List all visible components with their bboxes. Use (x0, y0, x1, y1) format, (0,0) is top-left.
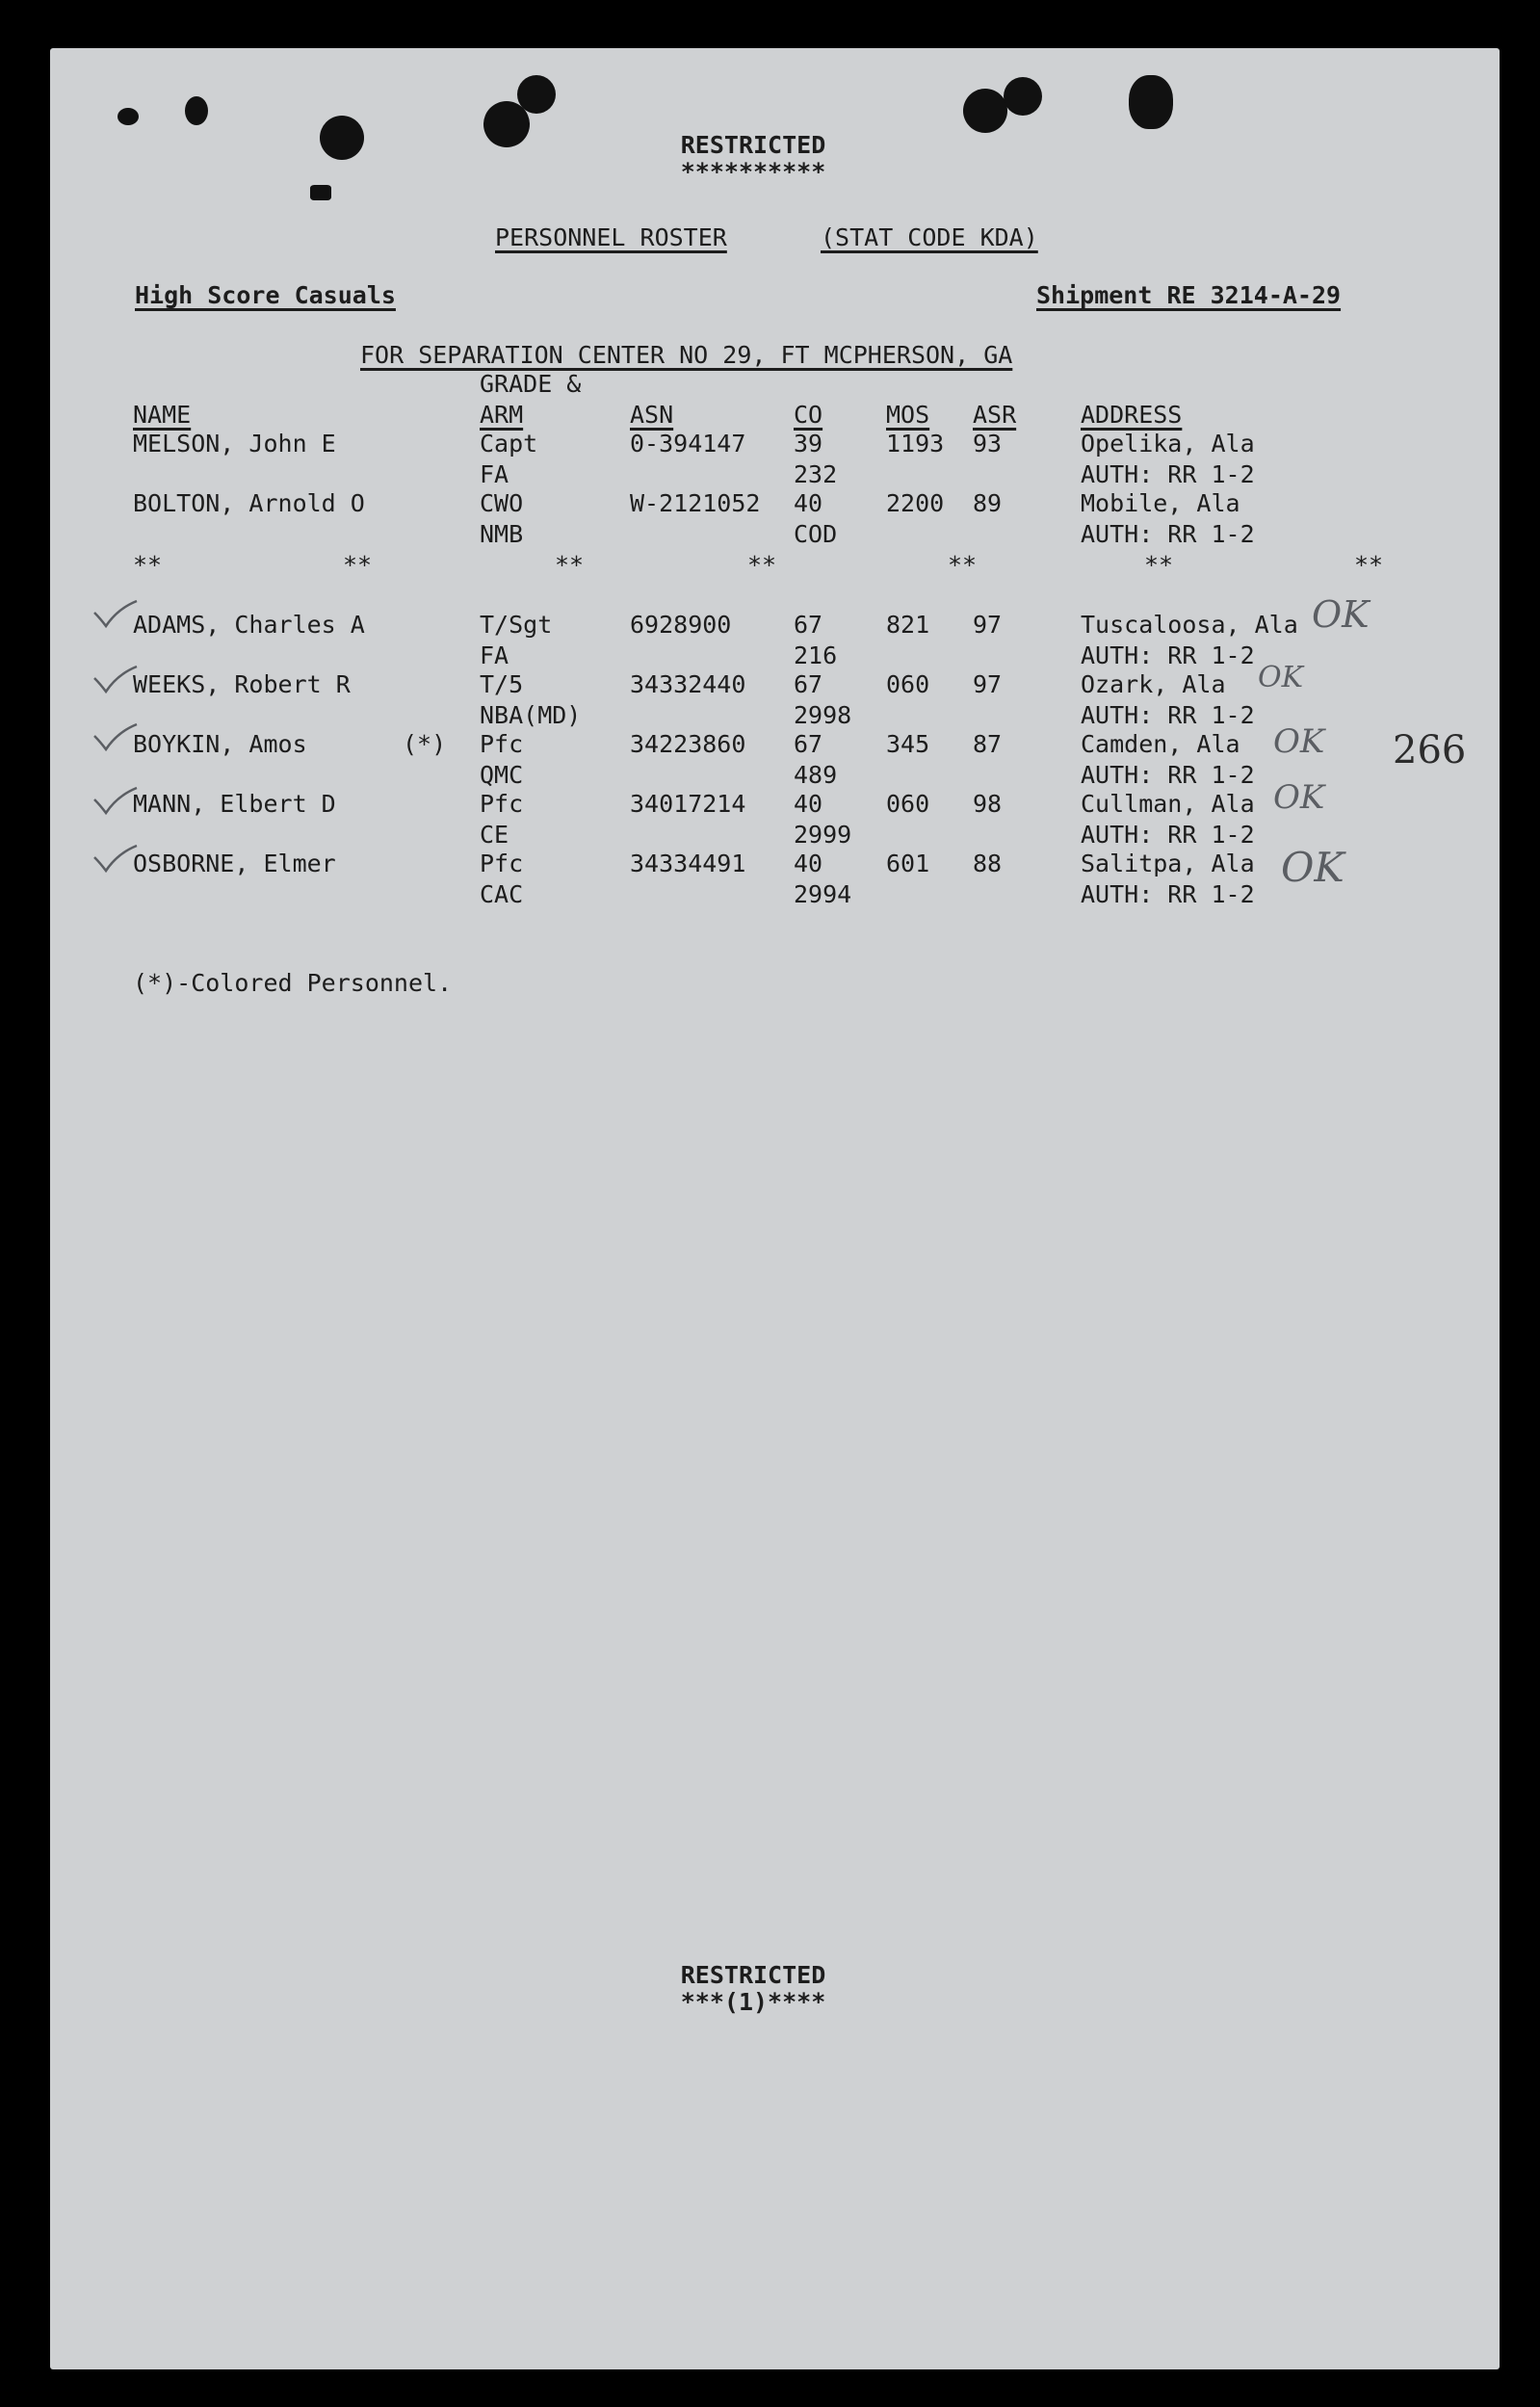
row-grade: CWO (480, 489, 524, 517)
row-arm: QMC (480, 761, 524, 789)
row-grade: Pfc (480, 730, 524, 758)
col-mos: MOS (886, 401, 930, 429)
col-asr: ASR (973, 401, 1017, 429)
handwritten-ok: OK (1312, 593, 1370, 636)
row-auth: AUTH: RR 1-2 (1081, 460, 1255, 488)
check-mark-icon (92, 722, 139, 751)
row-arm: CE (480, 821, 509, 849)
row-grade: T/5 (480, 670, 524, 698)
col-grade-line1: GRADE & (480, 370, 582, 398)
separator-mark: ** (133, 551, 163, 579)
row-co: 39 (794, 430, 823, 458)
row-grade: Pfc (480, 850, 524, 877)
row-co-sub: 232 (794, 460, 838, 488)
group-label: High Score Casuals (135, 281, 396, 309)
row-asr: 87 (973, 730, 1003, 758)
col-co: CO (794, 401, 823, 429)
row-asr: 88 (973, 850, 1003, 877)
row-address: Mobile, Ala (1081, 489, 1240, 517)
shipment-label: Shipment RE 3214-A-29 (1036, 281, 1342, 309)
row-co: 67 (794, 670, 823, 698)
row-auth: AUTH: RR 1-2 (1081, 701, 1255, 729)
row-co: 40 (794, 489, 823, 517)
row-co: 67 (794, 730, 823, 758)
row-arm: CAC (480, 880, 524, 908)
row-arm: FA (480, 641, 509, 669)
row-mos: 060 (886, 790, 930, 818)
row-grade: T/Sgt (480, 611, 553, 639)
separator-mark: ** (555, 551, 585, 579)
row-co-sub: 489 (794, 761, 838, 789)
col-grade-arm: ARM (480, 401, 524, 429)
row-asr: 97 (973, 611, 1003, 639)
roster-title: PERSONNEL ROSTER (495, 223, 727, 251)
row-asr: 93 (973, 430, 1003, 458)
row-asn: 34223860 (630, 730, 746, 758)
row-name: BOYKIN, Amos (133, 730, 307, 758)
row-asr: 89 (973, 489, 1003, 517)
row-flag: (*) (403, 730, 447, 758)
punch-hole (117, 108, 139, 125)
restricted-header: RESTRICTED (680, 131, 826, 159)
separator-mark: ** (747, 551, 777, 579)
check-mark-icon (92, 599, 139, 628)
row-mos: 2200 (886, 489, 945, 517)
row-co-sub: 216 (794, 641, 838, 669)
row-co-sub: 2999 (794, 821, 852, 849)
handwritten-ok: OK (1273, 722, 1325, 761)
page-number: ***(1)**** (680, 1988, 826, 2016)
row-name: MELSON, John E (133, 430, 336, 458)
row-co-sub: 2998 (794, 701, 852, 729)
row-mos: 601 (886, 850, 930, 877)
col-name: NAME (133, 401, 192, 429)
row-asn: 0-394147 (630, 430, 746, 458)
separator-mark: ** (1144, 551, 1174, 579)
handwritten-ok: OK (1273, 778, 1325, 817)
row-name: OSBORNE, Elmer (133, 850, 336, 877)
row-name: ADAMS, Charles A (133, 611, 365, 639)
punch-hole (517, 75, 556, 114)
restricted-footer: RESTRICTED (680, 1961, 826, 1989)
row-auth: AUTH: RR 1-2 (1081, 761, 1255, 789)
handwritten-ok: OK (1258, 661, 1304, 694)
row-mos: 1193 (886, 430, 945, 458)
row-auth: AUTH: RR 1-2 (1081, 821, 1255, 849)
margin-number: 266 (1393, 728, 1467, 772)
col-asn: ASN (630, 401, 674, 429)
check-mark-icon (92, 786, 139, 815)
check-mark-icon (92, 844, 139, 873)
punch-hole (185, 96, 208, 125)
punch-hole (310, 185, 331, 200)
check-mark-icon (92, 665, 139, 693)
row-asr: 98 (973, 790, 1003, 818)
row-address: Cullman, Ala (1081, 790, 1255, 818)
row-asn: 34017214 (630, 790, 746, 818)
row-name: WEEKS, Robert R (133, 670, 351, 698)
col-address: ADDRESS (1081, 401, 1183, 429)
row-address: Ozark, Ala (1081, 670, 1226, 698)
row-co-sub: COD (794, 520, 838, 548)
row-mos: 345 (886, 730, 930, 758)
separator-mark: ** (1354, 551, 1384, 579)
row-co: 67 (794, 611, 823, 639)
row-asr: 97 (973, 670, 1003, 698)
row-arm: NMB (480, 520, 524, 548)
separator-mark: ** (343, 551, 373, 579)
separator-mark: ** (948, 551, 978, 579)
punch-hole (320, 116, 364, 160)
row-address: Tuscaloosa, Ala (1081, 611, 1298, 639)
punch-hole (1129, 75, 1173, 129)
row-address: Camden, Ala (1081, 730, 1240, 758)
row-co-sub: 2994 (794, 880, 852, 908)
restricted-header-stars: ********** (680, 158, 826, 186)
row-asn: 34334491 (630, 850, 746, 877)
handwritten-ok: OK (1281, 844, 1344, 891)
row-name: BOLTON, Arnold O (133, 489, 365, 517)
punch-hole (1004, 77, 1042, 116)
row-arm: NBA(MD) (480, 701, 582, 729)
punch-hole (963, 89, 1007, 133)
row-address: Opelika, Ala (1081, 430, 1255, 458)
row-asn: 34332440 (630, 670, 746, 698)
row-auth: AUTH: RR 1-2 (1081, 641, 1255, 669)
row-mos: 821 (886, 611, 930, 639)
row-auth: AUTH: RR 1-2 (1081, 880, 1255, 908)
document-page (50, 48, 1500, 2369)
row-co: 40 (794, 850, 823, 877)
row-arm: FA (480, 460, 509, 488)
footnote: (*)-Colored Personnel. (133, 969, 453, 997)
row-auth: AUTH: RR 1-2 (1081, 520, 1255, 548)
row-grade: Capt (480, 430, 538, 458)
row-asn: W-2121052 (630, 489, 761, 517)
row-grade: Pfc (480, 790, 524, 818)
row-co: 40 (794, 790, 823, 818)
separation-center: FOR SEPARATION CENTER NO 29, FT MCPHERSON, GA (360, 341, 1013, 369)
row-address: Salitpa, Ala (1081, 850, 1255, 877)
stat-code: (STAT CODE KDA) (821, 223, 1038, 251)
row-asn: 6928900 (630, 611, 732, 639)
row-mos: 060 (886, 670, 930, 698)
row-name: MANN, Elbert D (133, 790, 336, 818)
